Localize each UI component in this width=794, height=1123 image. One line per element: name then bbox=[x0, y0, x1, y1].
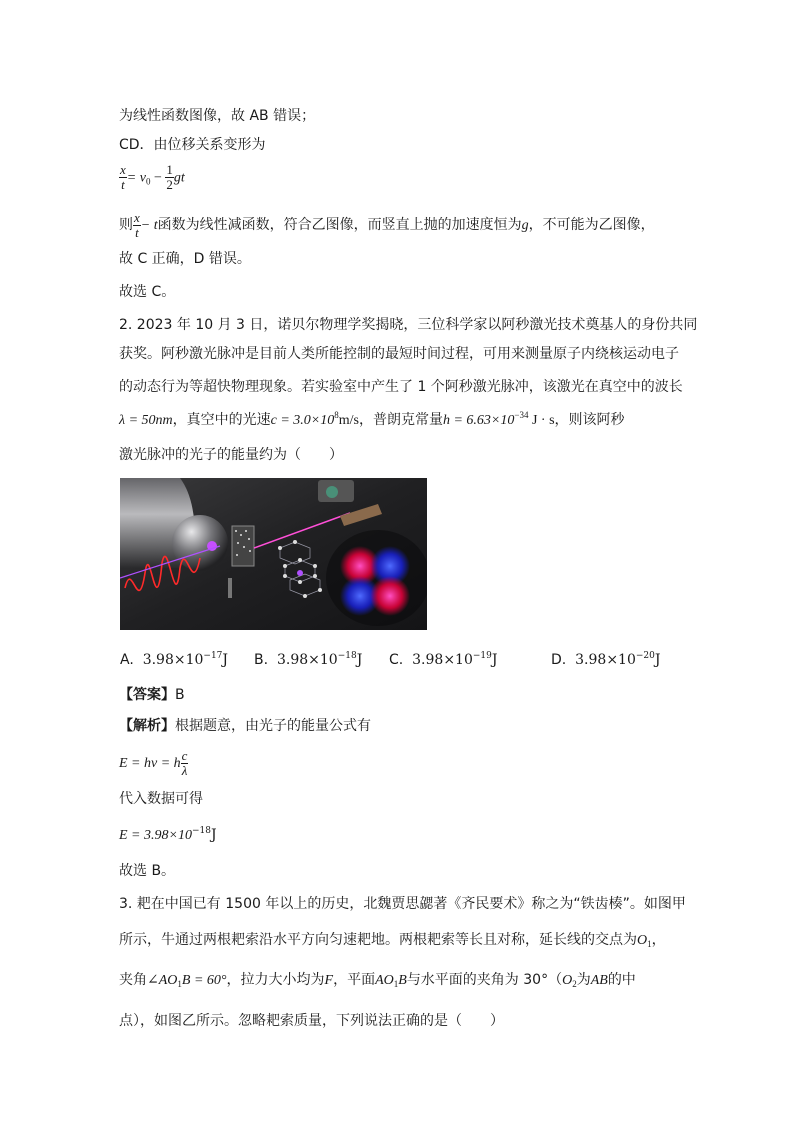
x-over-t-inline-fraction: $\frac{x}{t}$ bbox=[134, 209, 140, 240]
substitute-line: 代入数据可得 bbox=[119, 791, 203, 807]
q3-stem-line-1: 3. 耙在中国已有 1500 年以上的历史，北魏贾思勰著《齐民要术》称之为“铁齿楱”。如图甲 bbox=[119, 896, 686, 912]
q3-stem-line-2: 所示，牛通过两根耙索沿水平方向匀速耙地。两根耙索等长且对称，延长线的交点为$O_1$， bbox=[119, 932, 666, 949]
prev-text-line-5: 故 C 正确，D 错误。 bbox=[119, 251, 251, 267]
attosecond-laser-illustration bbox=[120, 478, 427, 630]
q3-stem-line-3: 夹角$\angle AO_1B = 60^\circ$，拉力大小均为F，平面$AO_1B$与水平面的夹角为 $30^\circ(O_2$为AB的中 bbox=[119, 972, 636, 989]
photon-energy-formula: E = hν = h $\frac{c}{\lambda}$ bbox=[119, 747, 188, 778]
prev-text-line-1: 为线性函数图像，故 AB 错误； bbox=[119, 108, 316, 124]
q3-stem-line-4: 点），如图乙所示。忽略耙索质量，下列说法正确的是（ ） bbox=[119, 1013, 504, 1029]
q2-stem-line-5: 激光脉冲的光子的能量约为（ ） bbox=[119, 447, 343, 463]
c-over-lambda-fraction: $\frac{c}{\lambda}$ bbox=[181, 747, 188, 778]
light-speed-value: $c = 3.0\times 10^8m/s$ bbox=[270, 410, 359, 428]
x-over-t-fraction: $\frac{x}{t}$ bbox=[120, 162, 126, 192]
prev-text-line-2: CD．由位移关系变形为 bbox=[119, 137, 266, 153]
prev-text-line-4: 则 $\frac{x}{t}$ − t函数为线性减函数，符合乙图像，而竖直上抛的加速度恒为g，不可能为乙图像， bbox=[119, 209, 655, 240]
q2-stem-line-1: 2. 2023 年 10 月 3 日，诺贝尔物理学奖揭晓，三位科学家以阿秒激光技术奠基人的身份共同 bbox=[119, 317, 698, 333]
analysis-line: 【解析】根据题意，由光子的能量公式有 bbox=[119, 718, 371, 734]
wavelength-value: λ = 50nm bbox=[119, 413, 173, 428]
q2-stem-line-2: 获奖。阿秒激光脉冲是目前人类所能控制的最短时间过程，可用来测量原子内绕核运动电子 bbox=[119, 346, 679, 362]
energy-result: $E = 3.98\times 10^{-18}J$ bbox=[119, 826, 217, 843]
prev-select-line: 故选 C。 bbox=[119, 284, 176, 300]
half-fraction: $\frac{1}{2}$ bbox=[166, 162, 173, 192]
displacement-equation: $\frac{x}{t}$ = $v_0$ − $\frac{1}{2}$ gt bbox=[120, 162, 185, 192]
option-b[interactable]: B. $3.98\times 10^{-18}J$ bbox=[254, 651, 363, 668]
option-a[interactable]: A. $3.98\times 10^{-17}J$ bbox=[120, 651, 229, 668]
q2-select-line: 故选 B。 bbox=[119, 863, 176, 879]
answer-line: 【答案】B bbox=[119, 687, 185, 703]
option-d[interactable]: D. $3.98\times 10^{-20}J$ bbox=[551, 651, 661, 668]
planck-constant-value: $h = 6.63\times 10^{-34}$ J · s bbox=[442, 410, 555, 428]
q2-stem-line-4: λ = 50nm，真空中的光速$c = 3.0\times 10^8m/s$，普朗克常量$h = 6.63\times 10^{-34}$ J · s，则该阿秒 bbox=[119, 410, 625, 428]
option-c[interactable]: C. $3.98\times 10^{-19}J$ bbox=[389, 651, 498, 668]
q2-stem-line-3: 的动态行为等超快物理现象。若实验室中产生了 1 个阿秒激光脉冲，该激光在真空中的波长 bbox=[119, 379, 683, 395]
